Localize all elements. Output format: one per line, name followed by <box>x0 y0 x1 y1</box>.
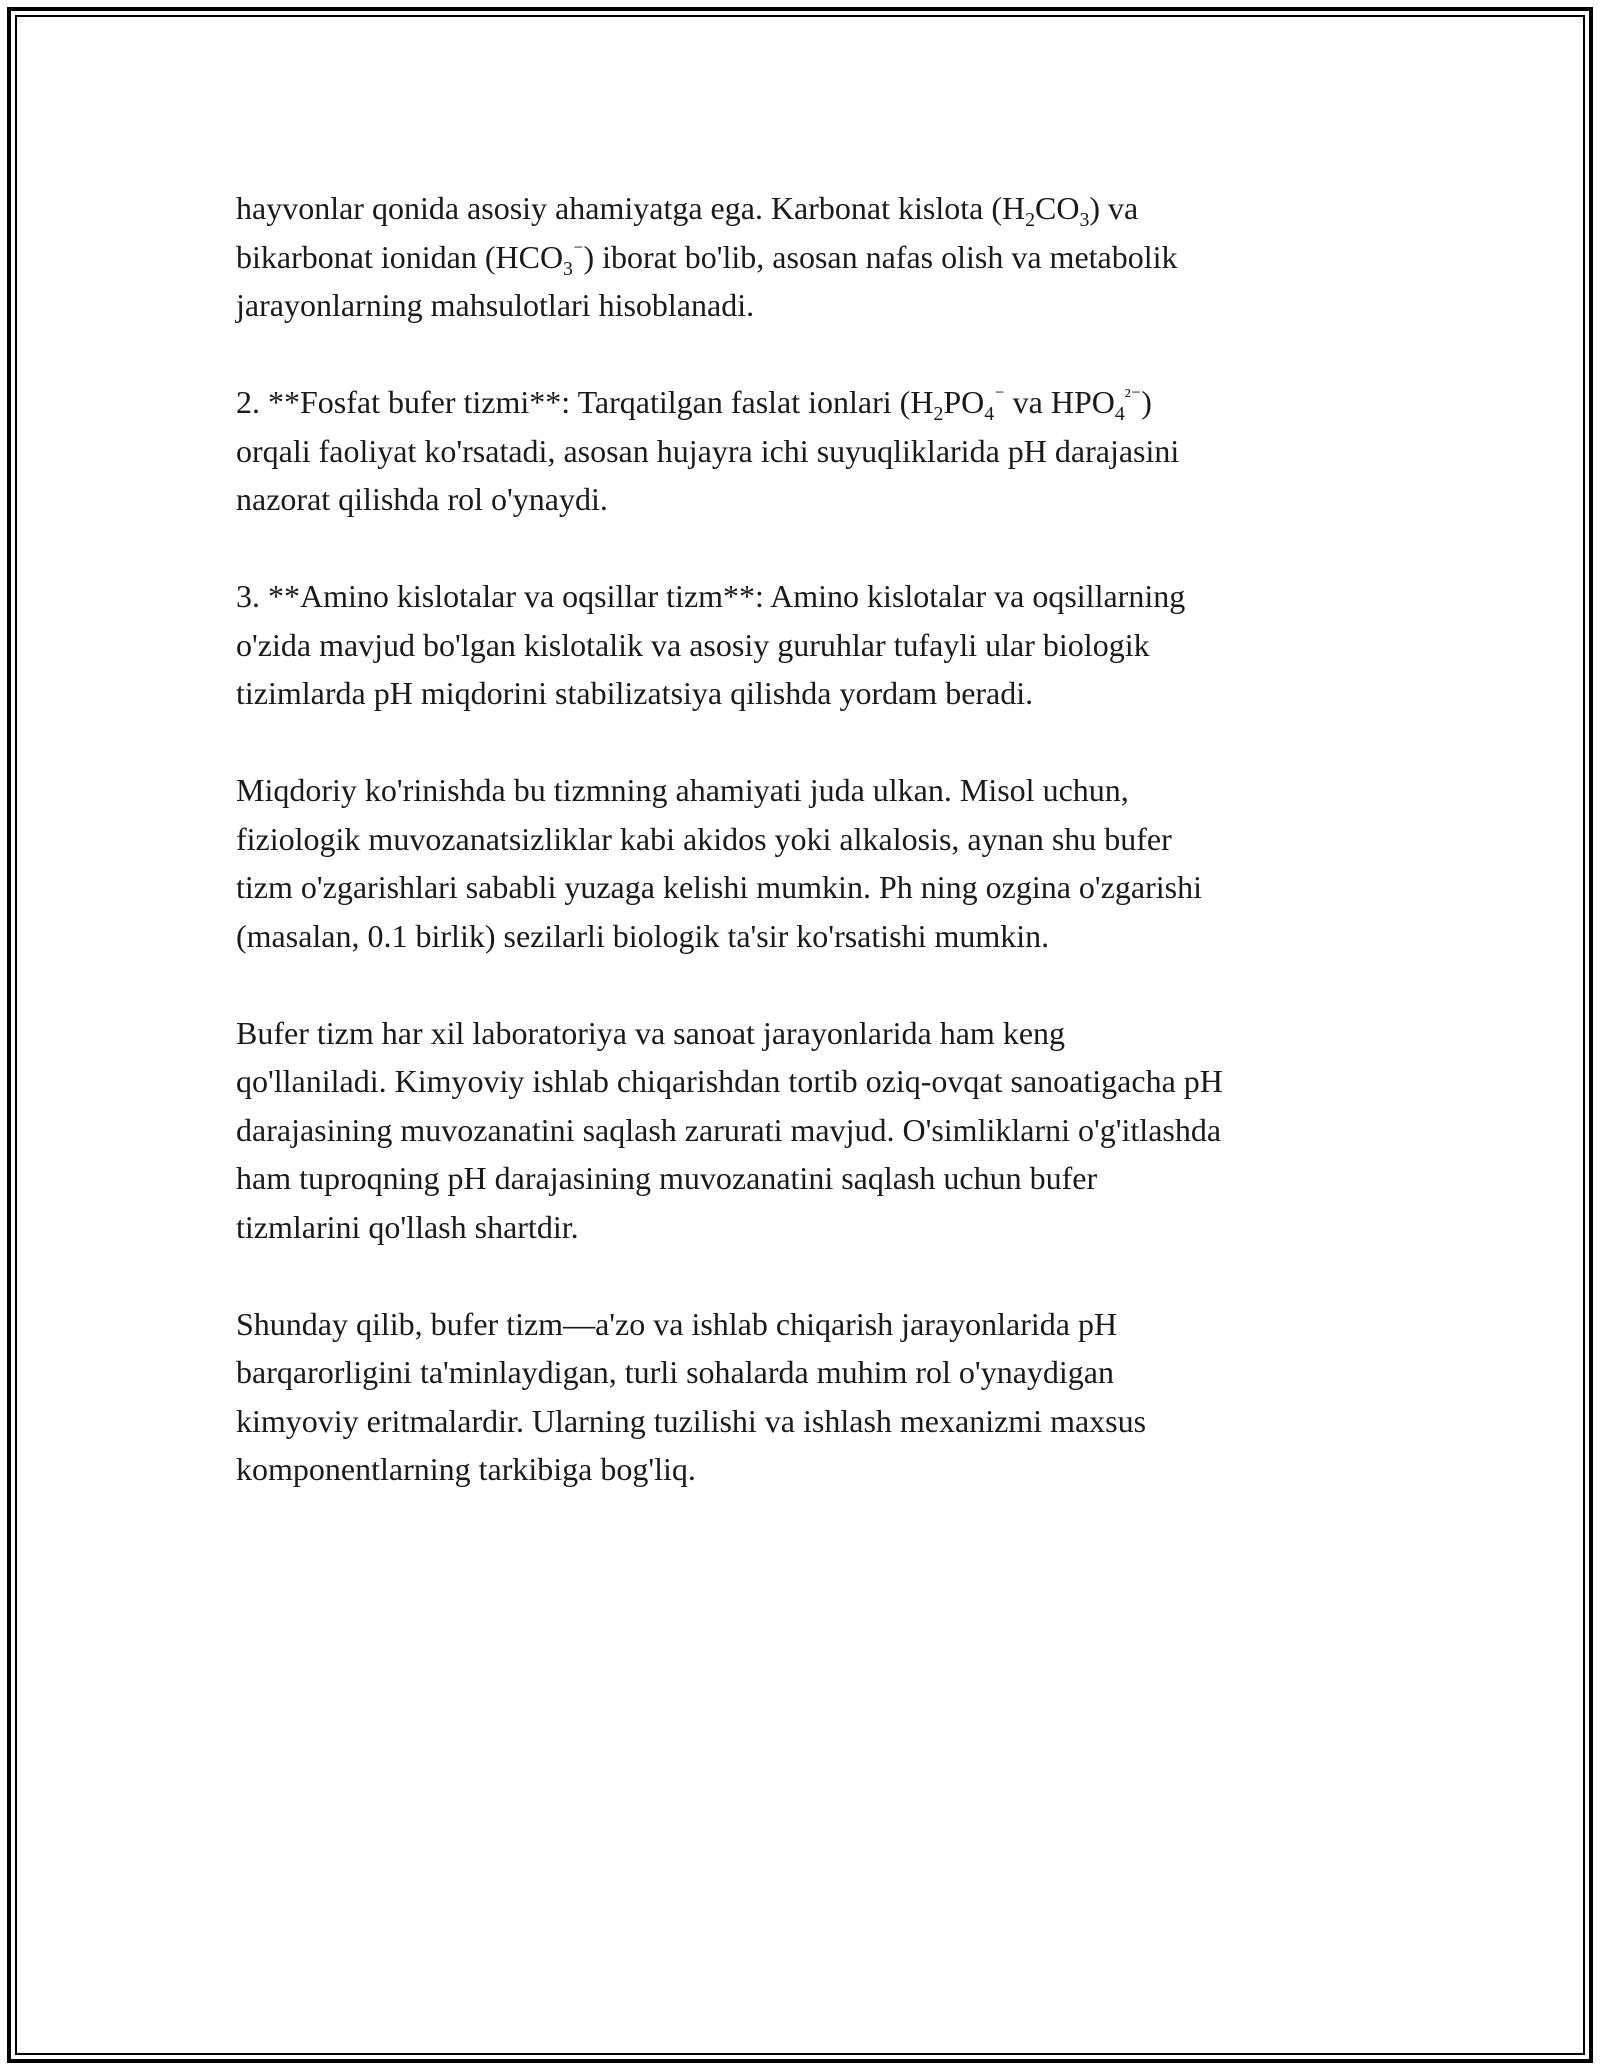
subscript: 2 <box>933 402 944 425</box>
text-line: Bufer tizm har xil laboratoriya va sanoat jarayonlarida ham keng <box>236 1014 1066 1051</box>
text-line: komponentlarning tarkibiga bog'liq. <box>236 1451 696 1487</box>
paragraph-2 <box>236 378 1396 524</box>
text-line: tizimlarda pH miqdorini stabilizatsiya qilishda yordam beradi. <box>236 675 1034 711</box>
subscript: 4 <box>1114 402 1125 425</box>
text-line: darajasining muvozanatini saqlash zarurati mavjud. O'simliklarni o'g'itlashda <box>236 1111 1222 1148</box>
paragraph-1 <box>236 184 1396 330</box>
text-line: hayvonlar qonida asosiy ahamiyatga ega. Karbonat kislota $(H_2CO_3)$ va <box>236 190 1139 231</box>
text-line: ham tuproqning pH darajasining muvozanatini saqlash uchun bufer <box>236 1160 1098 1196</box>
text-line: Shunday qilib, bufer tizm—a'zo va ishlab chiqarish jarayonlarida pH <box>236 1305 1118 1342</box>
document-body <box>236 184 1396 1542</box>
paragraph-6 <box>236 1300 1396 1494</box>
superscript: ⁻ <box>572 239 584 262</box>
text-line: (masalan, 0.1 birlik) sezilarli biologik ta'sir ko'rsatishi mumkin. <box>236 917 1050 954</box>
text-line: orqali faoliyat ko'rsatadi, asosan hujayra ichi suyuqliklarida pH darajasini <box>236 432 1180 469</box>
paragraph-3 <box>236 572 1396 718</box>
subscript: 2 <box>1025 208 1036 231</box>
paragraph-4 <box>236 766 1396 960</box>
paragraph-5 <box>236 1009 1396 1252</box>
subscript: 4 <box>984 402 995 425</box>
superscript: ⁻ <box>994 385 1005 408</box>
text-line: fiziologik muvozanatsizliklar kabi akidos yoki alkalosis, aynan shu bufer <box>236 820 1172 857</box>
subscript: 3 <box>563 257 573 280</box>
text-line: qo'llaniladi. Kimyoviy ishlab chiqarishdan tortib oziq-ovqat sanoatigacha pH <box>236 1063 1223 1099</box>
text-line: nazorat qilishda rol o'ynaydi. <box>236 481 608 517</box>
text-line: 2. **Fosfat bufer tizmi**: Tarqatilgan faslat ionlari ($H_2PO_4^{^-}$ va $HPO_4^{^{2-}}$) <box>236 384 1152 425</box>
text-line: 3. **Amino kislotalar va oqsillar tizm**: Amino kislotalar va oqsillarning <box>236 578 1186 614</box>
text-line: Miqdoriy ko'rinishda bu tizmning ahamiyati juda ulkan. Misol uchun, <box>236 772 1129 808</box>
text-line: tizm o'zgarishlari sababli yuzaga kelishi mumkin. Ph ning ozgina o'zgarishi <box>236 869 1202 905</box>
text-line: kimyoviy eritmalardir. Ularning tuzilishi va ishlash mexanizmi maxsus <box>236 1402 1147 1439</box>
text-line: jarayonlarning mahsulotlari hisoblanadi. <box>236 287 755 323</box>
superscript: ²⁻ <box>1124 385 1142 408</box>
text-line: tizmlarini qo'llash shartdir. <box>236 1208 579 1245</box>
text-line: o'zida mavjud bo'lgan kislotalik va asosiy guruhlar tufayli ular biologik <box>236 626 1150 663</box>
text-line: bikarbonat ionidan $(HCO_3^{^-})$ iborat bo'lib, asosan nafas olish va metabolik <box>236 238 1178 280</box>
subscript: 3 <box>1079 208 1090 231</box>
text-line: barqarorligini ta'minlaydigan, turli sohalarda muhim rol o'ynaydigan <box>236 1354 1114 1390</box>
